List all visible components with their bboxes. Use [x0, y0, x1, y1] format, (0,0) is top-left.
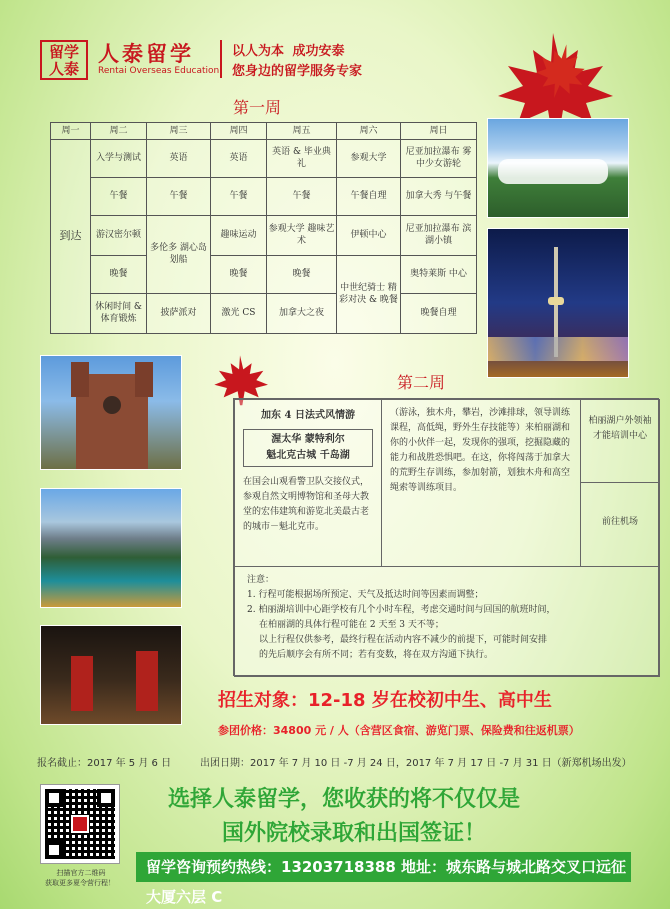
notes-title: 注意：: [247, 575, 275, 585]
note-3b: 的先后顺序会有所不同；若有变数，将在双方沟通下执行。: [259, 650, 494, 660]
schedule-cell: 英语: [211, 139, 267, 177]
schedule-cell: 加拿大之夜: [267, 293, 337, 333]
headline-line-2: 国外院校录取和出国签证！: [222, 821, 487, 846]
tour-cell: [234, 399, 382, 567]
day-header-fri: 周五: [267, 123, 337, 140]
tour-cities-box: [243, 429, 373, 467]
tour-title: 加东 4 日法式风情游: [261, 410, 355, 421]
logo-text: 留学人泰: [48, 43, 79, 78]
schedule-cell: 午餐: [211, 177, 267, 215]
niagara-falls-photo: [487, 118, 629, 218]
logo: [40, 40, 88, 80]
knights-show-photo: [40, 625, 182, 725]
toronto-cn-tower-photo: [487, 228, 629, 378]
note-3: 以上行程仅供参考，最终行程在活动内容不减少的前提下，可能时间安排: [259, 635, 548, 645]
schedule-cell: 入学与测试: [91, 139, 147, 177]
note-1: 1. 行程可能根据场所预定、天气及抵达时间等因素而调整；: [247, 590, 484, 600]
schedule-cell: 激光 CS: [211, 293, 267, 333]
enroll-price: 参团价格：34800 元 / 人（含营区食宿、游览门票、保险费和往返机票）: [218, 724, 580, 737]
day-header-sun: 周日: [401, 123, 477, 140]
enroll-dates: 出团日期：2017 年 7 月 10 日 -7 月 24 日，2017 年 7 月 17 日 -7 月 31 日（新郑机场出发）: [200, 758, 632, 769]
week1-schedule-table: [50, 122, 477, 334]
schedule-cell: 午餐自理: [337, 177, 401, 215]
schedule-cell: 午餐: [267, 177, 337, 215]
day-header-wed: 周三: [147, 123, 211, 140]
day-header-tue: 周二: [91, 123, 147, 140]
schedule-cell: 午餐: [91, 177, 147, 215]
brand-name: 人泰留学: [98, 42, 194, 66]
depart-airport: 前往机场: [580, 482, 660, 567]
notes-section: [234, 566, 660, 677]
schedule-cell: 参观大学: [337, 139, 401, 177]
note-2b: 在柏丽湖的具体行程可能在 2 天至 3 天不等；: [259, 620, 444, 630]
schedule-cell: 英语: [147, 139, 211, 177]
tour-description: 在国会山观看警卫队交接仪式，参观自然文明博物馆和圣母大教堂的宏伟建筑和游览北美最古老的城市－魁北克市。: [243, 477, 370, 532]
schedule-cell: 多伦多 湖心岛划船: [147, 215, 211, 293]
arrive-cell: 到达: [51, 139, 91, 333]
slogan-line-1: 以人为本 成功安泰: [232, 44, 345, 59]
schedule-cell: 晚餐: [267, 255, 337, 293]
week2-schedule-box: [233, 398, 659, 676]
week1-title: 第一周: [233, 98, 282, 117]
header-divider: [220, 40, 222, 78]
camp-name: 柏丽湖户外领袖才能培训中心: [580, 399, 660, 483]
schedule-cell: 休闲时间 & 体育锻炼: [91, 293, 147, 333]
schedule-cell: 晚餐: [91, 255, 147, 293]
day-header-mon: 周一: [51, 123, 91, 140]
enroll-deadline: 报名截止：2017 年 5 月 6 日: [37, 758, 172, 769]
schedule-cell: 中世纪骑士 精彩对决 & 晚餐: [337, 255, 401, 333]
qr-code: [40, 784, 120, 864]
cathedral-photo: [40, 355, 182, 470]
hotline-bar: 留学咨询预约热线：13203718388 地址：城东路与城北路交叉口远征大厦六层 C: [136, 852, 631, 882]
week2-title: 第二周: [397, 373, 446, 392]
day-header-thu: 周四: [211, 123, 267, 140]
schedule-cell: 尼亚加拉瀑布 滨湖小镇: [401, 215, 477, 255]
schedule-cell: 英语 & 毕业典礼: [267, 139, 337, 177]
camp-description: （游泳，独木舟，攀岩，沙滩排球，领导训练课程，高低绳，野外生存技能等）来柏丽湖和你的小伙伴一起，发现你的强项，挖掘隐藏的能力和战胜恐惧吧。在这，你将闯荡于加拿大的荒野生存训练，参加射箭，划独木舟和高空绳索等训练项目。: [381, 399, 581, 567]
schedule-cell: 奥特莱斯 中心: [401, 255, 477, 293]
qr-caption-2: 获取更多夏令营行程！: [45, 879, 115, 887]
enroll-target: 招生对象：12-18 岁在校初中生、高中生: [218, 690, 552, 711]
qr-caption-1: 扫描官方二维码: [56, 869, 106, 877]
schedule-cell: 晚餐: [211, 255, 267, 293]
schedule-cell: 参观大学 趣味艺术: [267, 215, 337, 255]
schedule-cell: 加拿大秀 与午餐: [401, 177, 477, 215]
schedule-cell: 游汉密尔顿: [91, 215, 147, 255]
day-header-sat: 周六: [337, 123, 401, 140]
slogan-line-2: 您身边的留学服务专家: [232, 64, 363, 79]
schedule-cell: 披萨派对: [147, 293, 211, 333]
schedule-cell: 趣味运动: [211, 215, 267, 255]
tour-cities-1: 渥太华 蒙特利尔: [271, 434, 345, 445]
brand-english: Rentai Overseas Education: [98, 66, 220, 76]
schedule-cell: 伊顿中心: [337, 215, 401, 255]
schedule-cell: 晚餐自理: [401, 293, 477, 333]
lake-canoe-photo: [40, 488, 182, 608]
schedule-cell: 尼亚加拉瀑布 雾中少女游轮: [401, 139, 477, 177]
note-2: 2. 柏丽湖培训中心距学校有几个小时车程，考虑交通时间与回国的航班时间，: [247, 605, 556, 615]
tour-cities-2: 魁北克古城 千岛湖: [266, 450, 350, 461]
schedule-cell: 午餐: [147, 177, 211, 215]
headline-line-1: 选择人泰留学，您收获的将不仅仅是: [168, 787, 521, 812]
